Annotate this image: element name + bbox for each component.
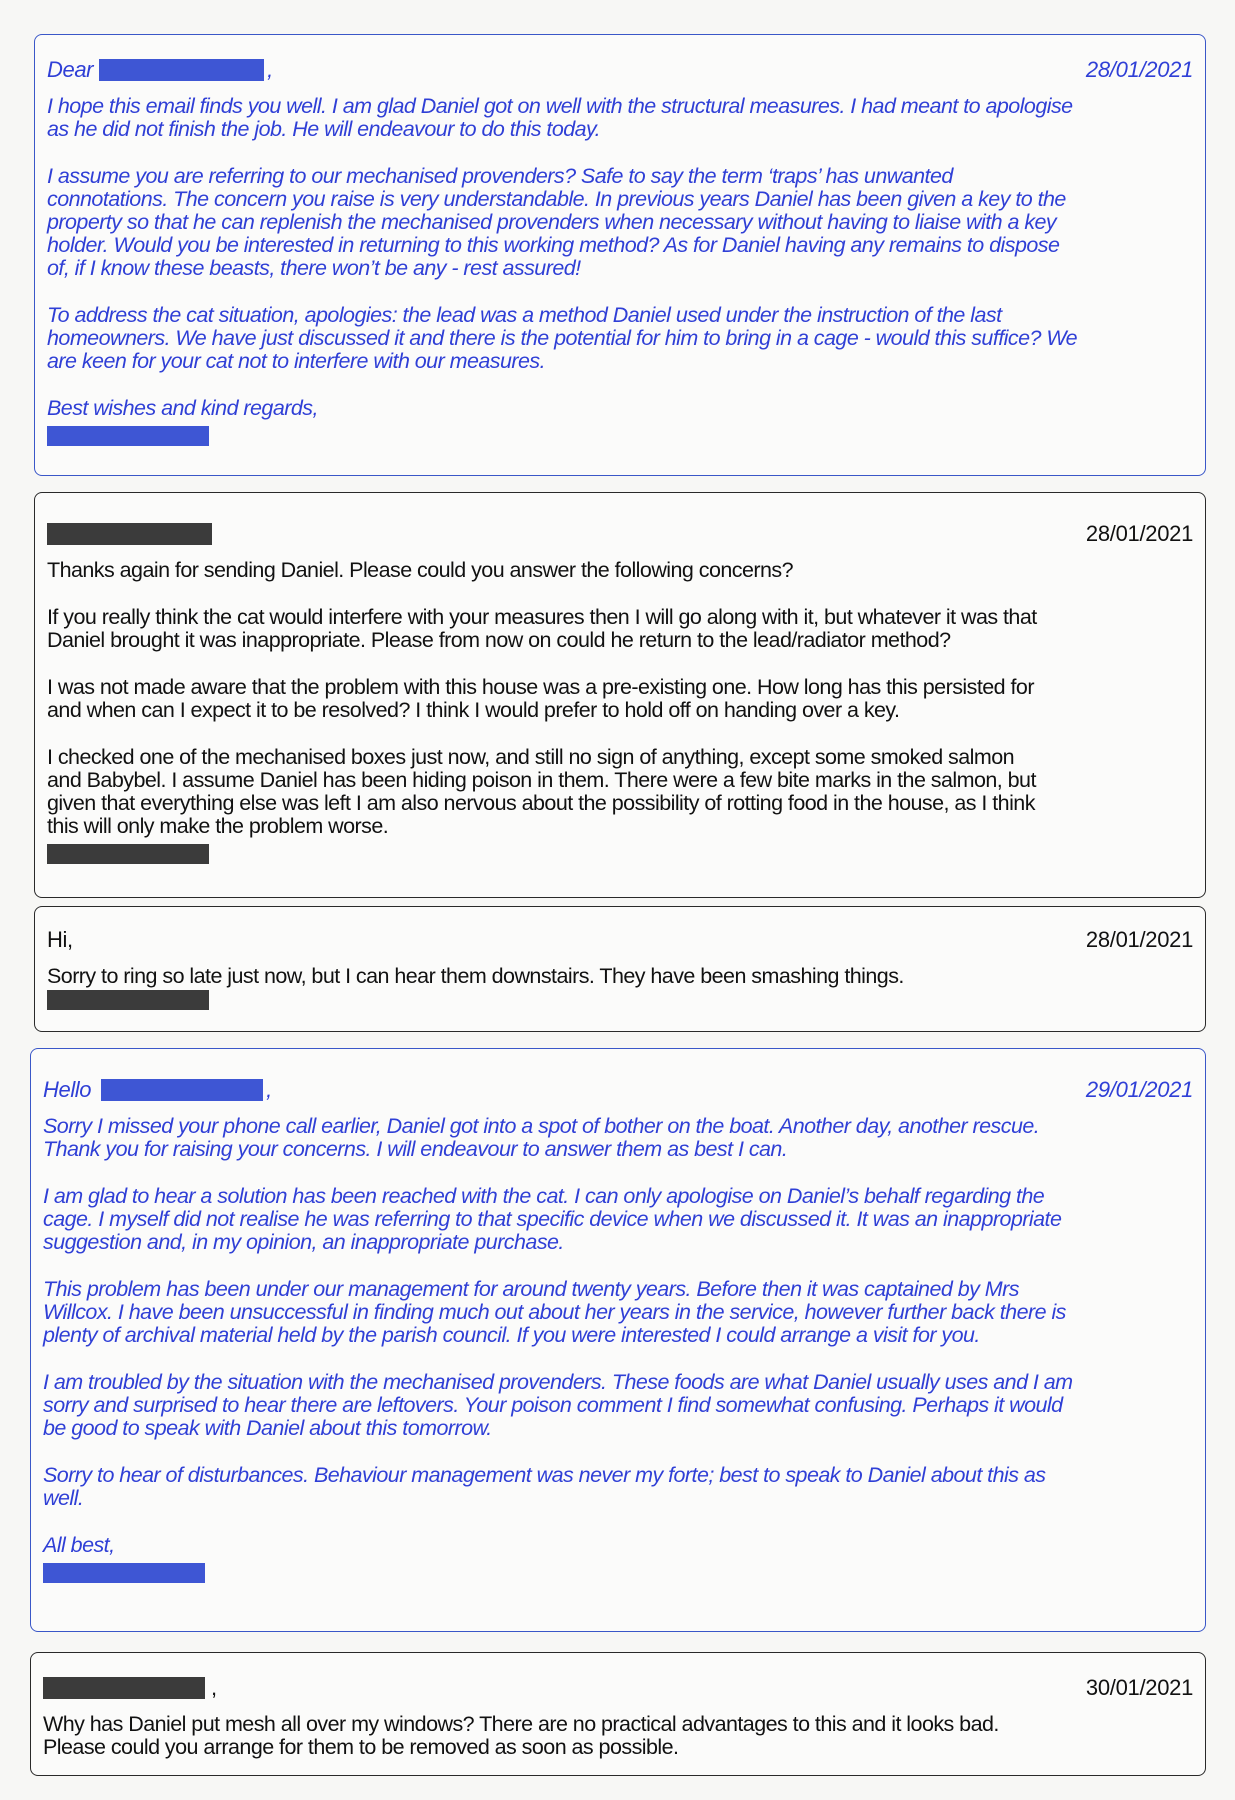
- greeting: [43, 1675, 217, 1701]
- email-message-2: [34, 492, 1206, 898]
- email-message-4: [30, 1048, 1206, 1632]
- greeting-word: Hello: [43, 1077, 92, 1102]
- greeting: [47, 523, 212, 545]
- message-date: 28/01/2021: [1085, 521, 1193, 546]
- email-message-1: [34, 34, 1206, 476]
- message-paragraph: Why has Daniel put mesh all over my windows? There are no practical advantages to this and it looks bad. Please could you arrange for them to be removed as soon as possible.: [43, 1712, 999, 1759]
- redacted-signature: [47, 844, 209, 864]
- greeting-suffix: ,: [211, 1675, 217, 1700]
- greeting-suffix: ,: [267, 57, 273, 82]
- email-message-3: [34, 906, 1206, 1032]
- message-header: [43, 1075, 1193, 1105]
- redacted-signature: [47, 990, 209, 1010]
- greeting-suffix: ,: [266, 1077, 272, 1102]
- message-paragraph: To address the cat situation, apologies: the lead was a method Daniel used under the instruction of the last homeowners. We have just discussed it and there is the potential for him to bring in a cage - would this suffice? We are keen for your cat not to interfere with our measures.: [47, 303, 1078, 373]
- greeting: [43, 1077, 272, 1103]
- sign-off: Best wishes and kind regards,: [47, 396, 318, 420]
- message-paragraph: This problem has been under our management for around twenty years. Before then it was captained by Mrs Willcox. I have been unsuccessful in finding much out about her years in the service, however further back there is plenty of archival material held by the parish council. If you were interested I could arrange a visit for you.: [43, 1277, 1066, 1347]
- message-date: 30/01/2021: [1085, 1675, 1193, 1700]
- redacted-name: [47, 523, 212, 545]
- message-paragraph: Sorry I missed your phone call earlier, Daniel got into a spot of bother on the boat. Another day, another rescue. Thank you for raising your concerns. I will endeavour to answer them as best I can.: [43, 1114, 1040, 1161]
- message-header: [43, 1673, 1193, 1703]
- email-message-5: [30, 1652, 1206, 1776]
- message-paragraph: I was not made aware that the problem with this house was a pre-existing one. How long has this persisted for and when can I expect it to be resolved? I think I would prefer to hold off on handing over a key.: [47, 675, 1034, 722]
- message-header: [47, 925, 1193, 955]
- greeting: Hi,: [47, 927, 73, 952]
- redacted-signature: [47, 426, 209, 446]
- redacted-name: [101, 1079, 263, 1101]
- message-paragraph: Sorry to hear of disturbances. Behaviour management was never my forte; best to speak to Daniel about this as well.: [43, 1463, 1046, 1510]
- message-date: 28/01/2021: [1085, 927, 1193, 952]
- message-paragraph: I am troubled by the situation with the mechanised provenders. These foods are what Daniel usually uses and I am sorry and surprised to hear there are leftovers. Your poison comment I find somewhat confusing. Perhaps it would be good to speak with Daniel about this tomorrow.: [43, 1370, 1073, 1440]
- message-header: [47, 55, 1193, 85]
- message-paragraph: I am glad to hear a solution has been reached with the cat. I can only apologise on Daniel’s behalf regarding the cage. I myself did not realise he was referring to that specific device when we discussed it. It was an inappropriate suggestion and, in my opinion, an inappropriate purchase.: [43, 1184, 1062, 1254]
- message-paragraph: Thanks again for sending Daniel. Please could you answer the following concerns?: [47, 558, 793, 582]
- message-date: 28/01/2021: [1085, 57, 1193, 82]
- message-paragraph: If you really think the cat would interfere with your measures then I will go along with it, but whatever it was that Daniel brought it was inappropriate. Please from now on could he return to the lead/radiator method?: [47, 605, 1037, 652]
- message-paragraph: I assume you are referring to our mechanised provenders? Safe to say the term ‘traps’ has unwanted connotations. The concern you raise is very understandable. In previous years Daniel has been given a key to the property so that he can replenish the mechanised provenders when necessary without having to liaise with a key holder. Would you be interested in returning to this working method? As for Daniel having any remains to dispose of, if I know these beasts, there won’t be any - rest assured!: [47, 164, 1066, 280]
- redacted-name: [43, 1677, 205, 1699]
- message-date: 29/01/2021: [1085, 1077, 1193, 1102]
- sign-off: All best,: [43, 1533, 115, 1557]
- message-paragraph: I checked one of the mechanised boxes just now, and still no sign of anything, except some smoked salmon and Babybel. I assume Daniel has been hiding poison in them. There were a few bite marks in the salmon, but given that everything else was left I am also nervous about the possibility of rotting food in the house, as I think this will only make the problem worse.: [47, 745, 1036, 838]
- greeting-word: Dear: [47, 57, 94, 82]
- message-header: [47, 519, 1193, 549]
- redacted-signature: [43, 1563, 205, 1583]
- message-paragraph: I hope this email finds you well. I am glad Daniel got on well with the structural measures. I had meant to apologise as he did not finish the job. He will endeavour to do this today.: [47, 94, 1073, 141]
- redacted-name: [99, 59, 264, 81]
- message-paragraph: Sorry to ring so late just now, but I can hear them downstairs. They have been smashing things.: [47, 964, 904, 988]
- greeting: [47, 57, 273, 83]
